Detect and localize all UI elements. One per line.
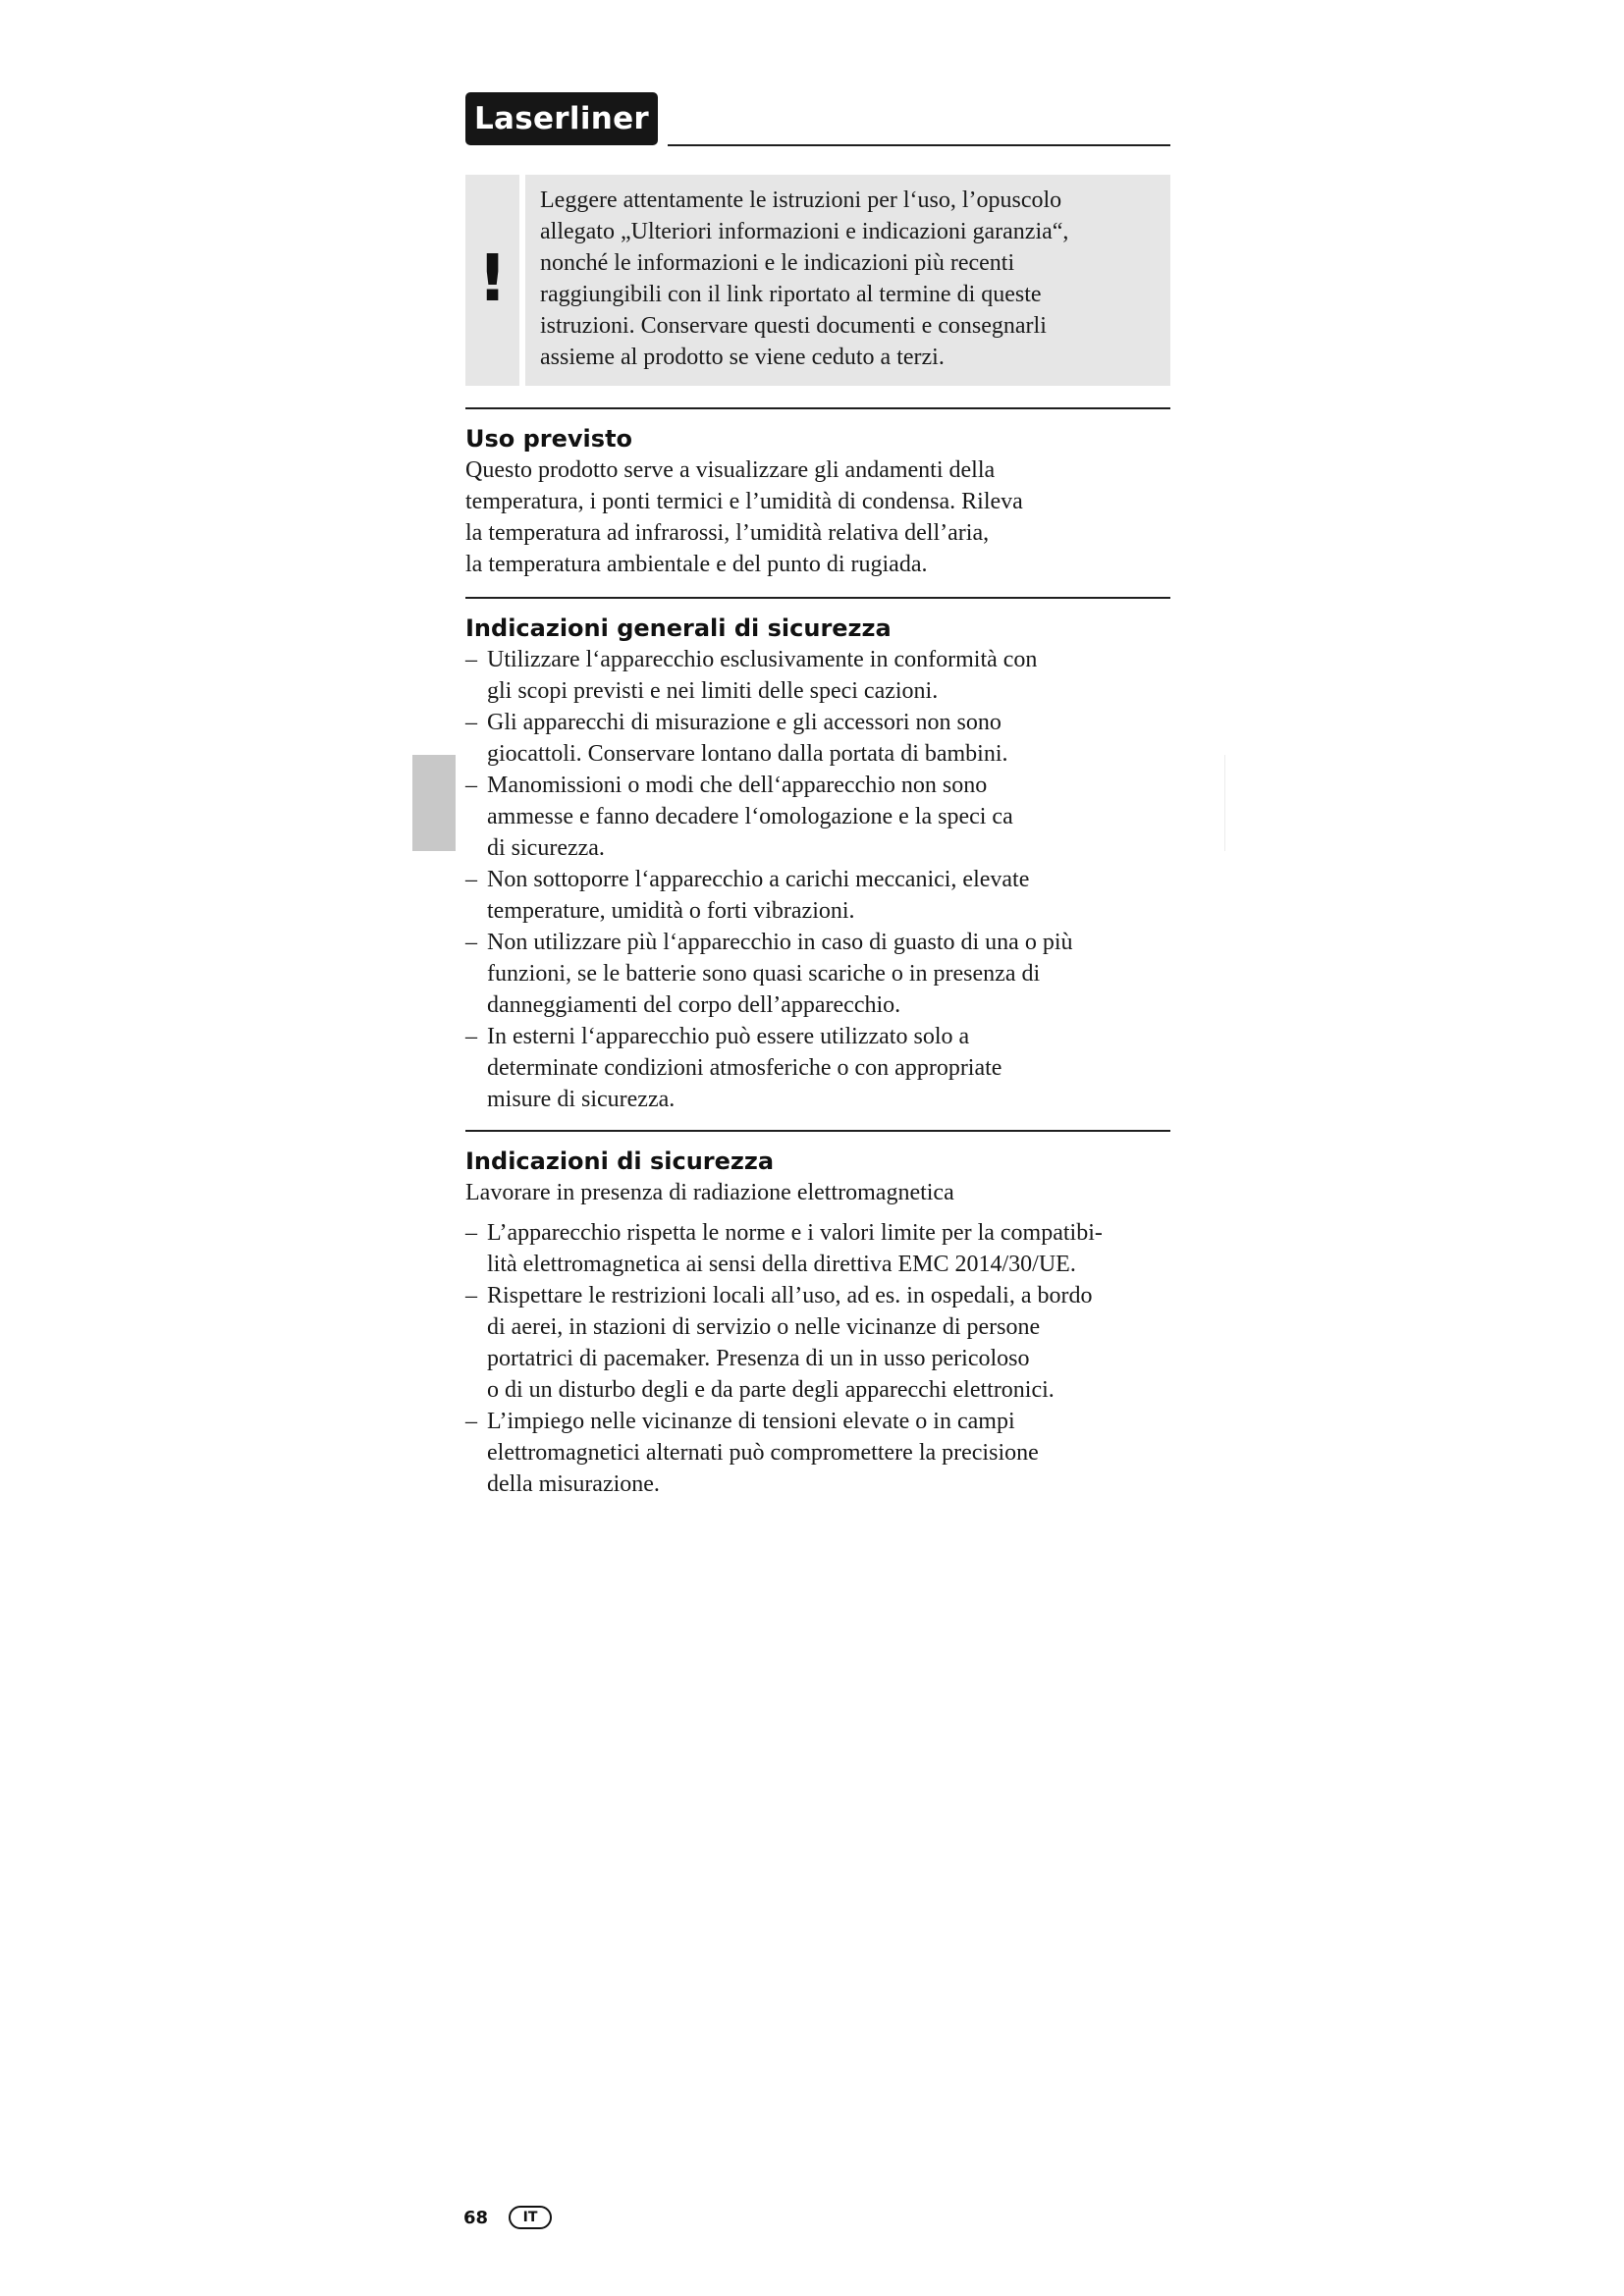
list-item <box>465 770 1172 864</box>
list-item <box>465 1406 1172 1500</box>
safety-subheading: Lavorare in presenza di radiazione elettromagnetica <box>465 1180 954 1205</box>
warning-line: assieme al prodotto se viene ceduto a terzi. <box>540 345 945 370</box>
list-item <box>465 1217 1172 1280</box>
general-safety-heading: Indicazioni generali di sicurezza <box>465 614 892 642</box>
text-line: funzioni, se le batterie sono quasi scariche o in presenza di <box>487 961 1041 987</box>
dash-bullet: – <box>465 930 477 955</box>
list-item <box>465 864 1172 927</box>
list-item <box>465 644 1172 707</box>
text-line: lità elettromagnetica ai sensi della direttiva EMC 2014/30/UE. <box>487 1252 1076 1277</box>
text-line: di sicurezza. <box>487 835 605 861</box>
dash-bullet: – <box>465 773 477 798</box>
chapter-tab-marker <box>412 755 456 851</box>
section-divider <box>465 1130 1170 1132</box>
warning-icon-panel <box>465 175 519 386</box>
text-line: giocattoli. Conservare lontano dalla portata di bambini. <box>487 741 1008 767</box>
warning-line: raggiungibili con il link riportato al termine di queste <box>540 282 1042 307</box>
list-item <box>465 707 1172 770</box>
text-line: Manomissioni o modi che dell‘apparecchio non sono <box>487 773 988 798</box>
text-line: Utilizzare l‘apparecchio esclusivamente in conformità con <box>487 647 1038 672</box>
text-line: In esterni l‘apparecchio può essere utilizzato solo a <box>487 1024 970 1049</box>
text-line: Rispettare le restrizioni locali all’uso, ad es. in ospedali, a bordo <box>487 1283 1093 1308</box>
safety-list <box>465 1217 1172 1500</box>
text-line: di aerei, in stazioni di servizio o nelle vicinanze di persone <box>487 1314 1041 1340</box>
section-divider <box>465 597 1170 599</box>
text-line: Gli apparecchi di misurazione e gli accessori non sono <box>487 710 1001 735</box>
warning-line: istruzioni. Conservare questi documenti e consegnarli <box>540 313 1047 339</box>
text-line: portatrici di pacemaker. Presenza di un in usso pericoloso <box>487 1346 1030 1371</box>
general-safety-list <box>465 644 1172 1115</box>
text-line: Questo prodotto serve a visualizzare gli andamenti della <box>465 457 996 483</box>
list-item <box>465 927 1172 1021</box>
text-line: danneggiamenti del corpo dell’apparecchio. <box>487 992 901 1018</box>
page-number: 68 <box>463 2208 489 2228</box>
text-line: L’impiego nelle vicinanze di tensioni elevate o in campi <box>487 1409 1015 1434</box>
dash-bullet: – <box>465 1024 477 1049</box>
text-line: o di un disturbo degli e da parte degli apparecchi elettronici. <box>487 1377 1055 1403</box>
list-item <box>465 1280 1172 1406</box>
text-line: Non utilizzare più l‘apparecchio in caso di guasto di una o più <box>487 930 1073 955</box>
text-line: gli scopi previsti e nei limiti delle speci cazioni. <box>487 678 939 704</box>
warning-line: nonché le informazioni e le indicazioni più recenti <box>540 250 1015 276</box>
text-line: la temperatura ad infrarossi, l’umidità relativa dell’aria, <box>465 520 990 546</box>
intended-use-text <box>465 454 1172 580</box>
safety-heading: Indicazioni di sicurezza <box>465 1148 775 1175</box>
margin-line <box>1224 755 1225 851</box>
warning-text <box>540 185 1159 373</box>
text-line: Non sottoporre l‘apparecchio a carichi meccanici, elevate <box>487 867 1030 892</box>
text-line: L’apparecchio rispetta le norme e i valori limite per la compatibi- <box>487 1220 1103 1246</box>
text-line: determinate condizioni atmosferiche o con appropriate <box>487 1055 1002 1081</box>
warning-line: Leggere attentamente le istruzioni per l‘uso, l’opuscolo <box>540 187 1062 213</box>
warning-line: allegato „Ulteriori informazioni e indicazioni garanzia“, <box>540 219 1069 244</box>
dash-bullet: – <box>465 1409 477 1434</box>
language-badge: IT <box>509 2206 552 2229</box>
section-divider <box>465 407 1170 409</box>
exclamation-icon: ! <box>477 240 508 316</box>
list-item <box>465 1021 1172 1115</box>
dash-bullet: – <box>465 710 477 735</box>
brand-logo: Laserliner <box>465 92 658 145</box>
text-line: ammesse e fanno decadere l‘omologazione e la speci ca <box>487 804 1013 829</box>
text-line: elettromagnetici alternati può compromettere la precisione <box>487 1440 1039 1466</box>
text-line: misure di sicurezza. <box>487 1087 676 1112</box>
text-line: della misurazione. <box>487 1471 660 1497</box>
warning-notice <box>525 175 1170 386</box>
dash-bullet: – <box>465 647 477 672</box>
text-line: temperatura, i ponti termici e l’umidità di condensa. Rileva <box>465 489 1023 514</box>
text-line: temperature, umidità o forti vibrazioni. <box>487 898 855 924</box>
intended-use-heading: Uso previsto <box>465 425 633 453</box>
dash-bullet: – <box>465 1220 477 1246</box>
dash-bullet: – <box>465 867 477 892</box>
header-divider <box>668 144 1170 146</box>
text-line: la temperatura ambientale e del punto di rugiada. <box>465 552 928 577</box>
dash-bullet: – <box>465 1283 477 1308</box>
